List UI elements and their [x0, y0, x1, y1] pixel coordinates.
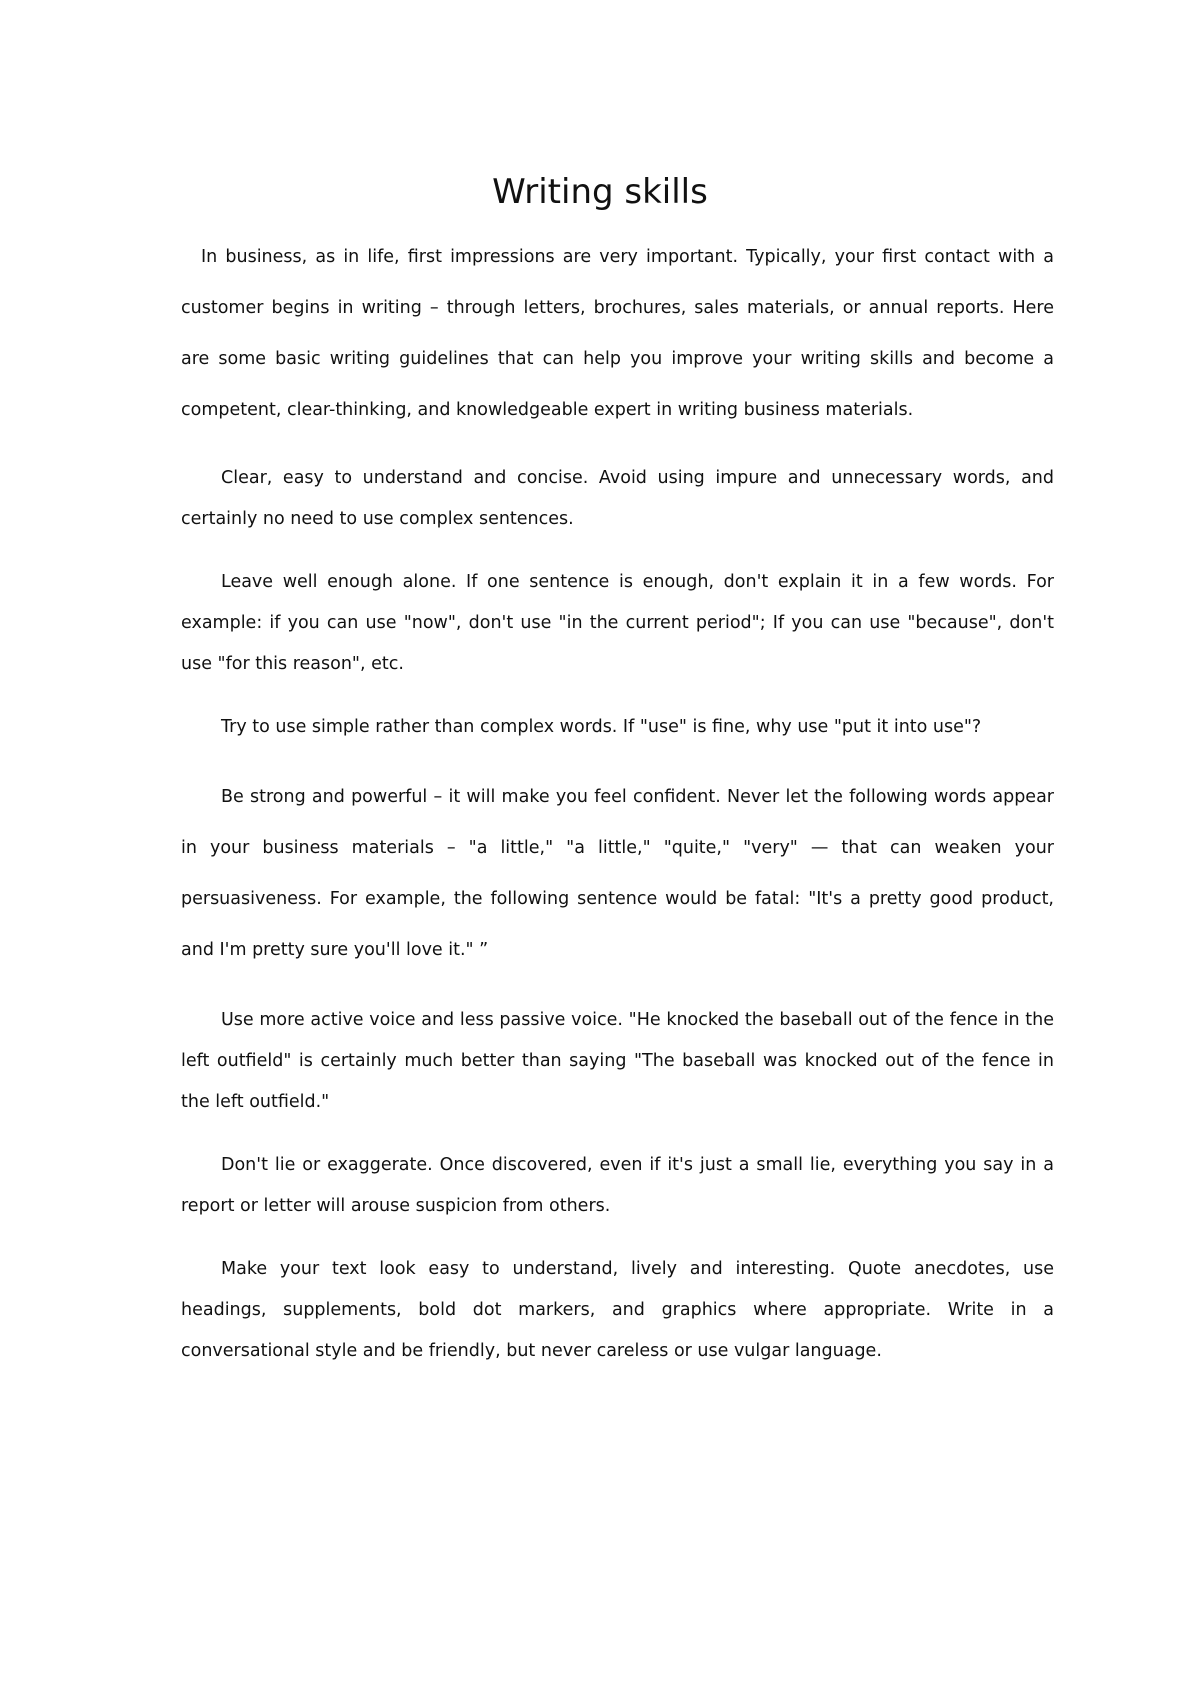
paragraph-active-voice: Use more active voice and less passive voice. "He knocked the baseball out of the fence in the left outfield" is certainly much better than saying "The baseball was knocked out of the fence in the left outfield."	[181, 1010, 1054, 1112]
paragraph-lively-text: Make your text look easy to understand, lively and interesting. Quote anecdotes, use headings, supplements, bold dot markers, and graphics where appropriate. Write in a conversational style and be friendly, but never careless or use vulgar language.	[181, 1259, 1054, 1361]
page-title: Writing skills	[492, 172, 708, 212]
paragraph-simple-words: Try to use simple rather than complex words. If "use" is fine, why use "put it into use"?	[221, 717, 982, 737]
paragraph-leave-alone: Leave well enough alone. If one sentence is enough, don't explain it in a few words. For example: if you can use "now", don't use "in the current period"; If you can use "because", don't use "for this reason", etc.	[181, 572, 1054, 674]
paragraph-intro: In business, as in life, first impressions are very important. Typically, your first contact with a customer begins in writing – through letters, brochures, sales materials, or annual reports. Here are some basic writing guidelines that can help you improve your writing skills and become a competent, clear-thinking, and knowledgeable expert in writing business materials.	[181, 247, 1054, 420]
paragraph-clear-concise: Clear, easy to understand and concise. Avoid using impure and unnecessary words, and certainly no need to use complex sentences.	[181, 468, 1054, 529]
document-body	[181, 247, 1054, 1372]
paragraph-no-lies: Don't lie or exaggerate. Once discovered, even if it's just a small lie, everything you say in a report or letter will arouse suspicion from others.	[181, 1155, 1054, 1216]
paragraph-strong-powerful: Be strong and powerful – it will make you feel confident. Never let the following words appear in your business materials – "a little," "a little," "quite," "very" — that can weaken your persuasiveness. For example, the following sentence would be fatal: "It's a pretty good product, and I'm pretty sure you'll love it." ”	[181, 787, 1054, 960]
